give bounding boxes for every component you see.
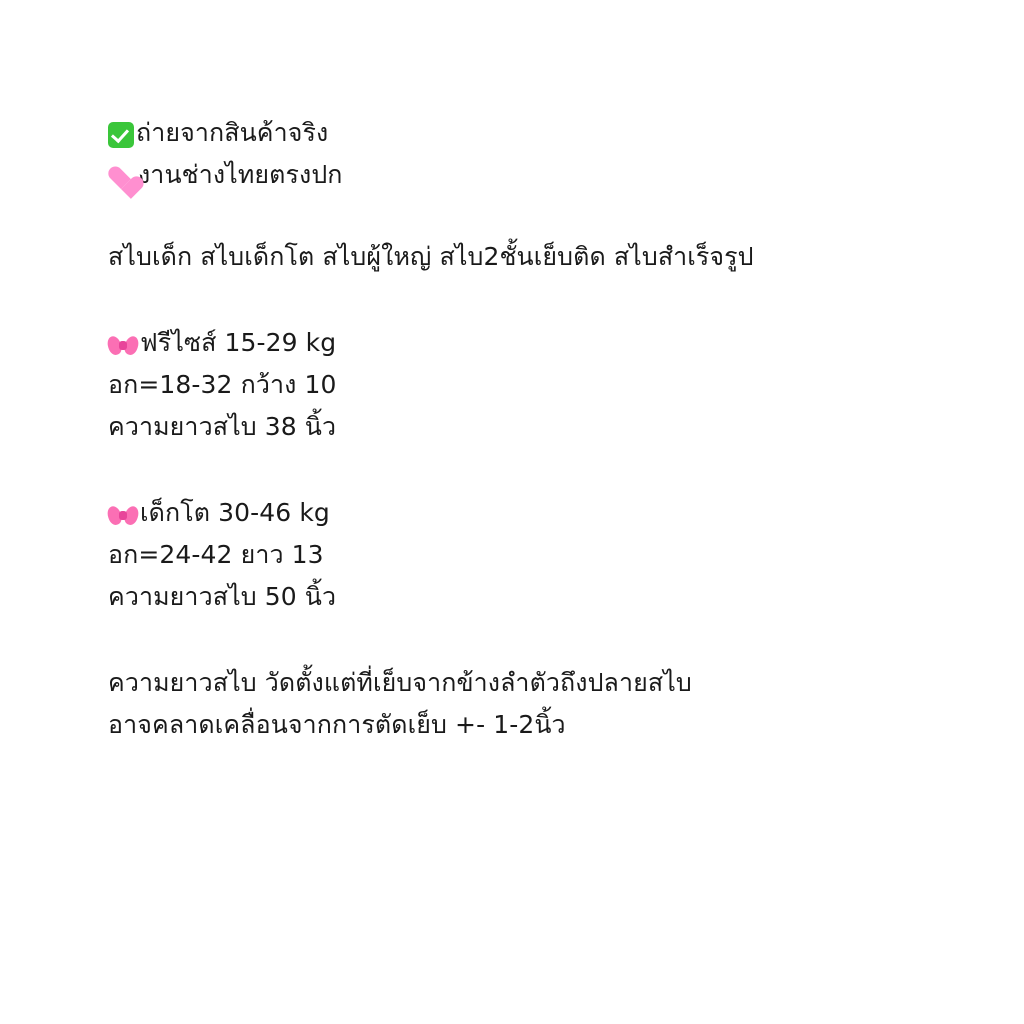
intro-line-real-photo-text: ถ่ายจากสินค้าจริง: [136, 118, 329, 147]
spacer-after-intro: [108, 196, 1024, 236]
notes-block: [108, 662, 1024, 746]
size-kid-length: ความยาวสไบ 50 นิ้ว: [108, 582, 337, 611]
ribbon-bow-icon: [108, 504, 138, 528]
size-free-title-text: ฟรีไซส์ 15-29 kg: [140, 328, 337, 357]
intro-line-thai-tailor-text: งานช่างไทยตรงปก: [138, 160, 343, 189]
note-measure-method: ความยาวสไบ วัดตั้งแต่ที่เย็บจากข้างลำตัวถึงปลายสไบ: [108, 668, 692, 697]
size-free-block: [108, 322, 1024, 448]
size-free-length: ความยาวสไบ 38 นิ้ว: [108, 412, 337, 441]
spacer-after-size-kid: [108, 618, 1024, 662]
size-free-title-line: [108, 322, 1024, 364]
spacer-after-product-types: [108, 278, 1024, 322]
size-kid-block: [108, 492, 1024, 618]
size-kid-chest: อก=24-42 ยาว 13: [108, 540, 324, 569]
product-types-text: สไบเด็ก สไบเด็กโต สไบผู้ใหญ่ สไบ2ชั้นเย็บติด สไบสำเร็จรูป: [108, 242, 754, 271]
product-types-block: [108, 236, 1024, 278]
size-kid-title-line: [108, 492, 1024, 534]
intro-line-real-photo: [108, 112, 1024, 154]
intro-block: [108, 112, 1024, 196]
spacer-after-size-free: [108, 448, 1024, 492]
note-tolerance: อาจคลาดเคลื่อนจากการตัดเย็บ +- 1-2นิ้ว: [108, 710, 566, 739]
ribbon-bow-icon: [108, 334, 138, 358]
intro-line-thai-tailor: [108, 154, 1024, 196]
size-kid-title-text: เด็กโต 30-46 kg: [140, 498, 330, 527]
size-free-chest: อก=18-32 กว้าง 10: [108, 370, 337, 399]
pink-heart-icon: [108, 165, 136, 191]
check-mark-icon: [108, 122, 134, 148]
